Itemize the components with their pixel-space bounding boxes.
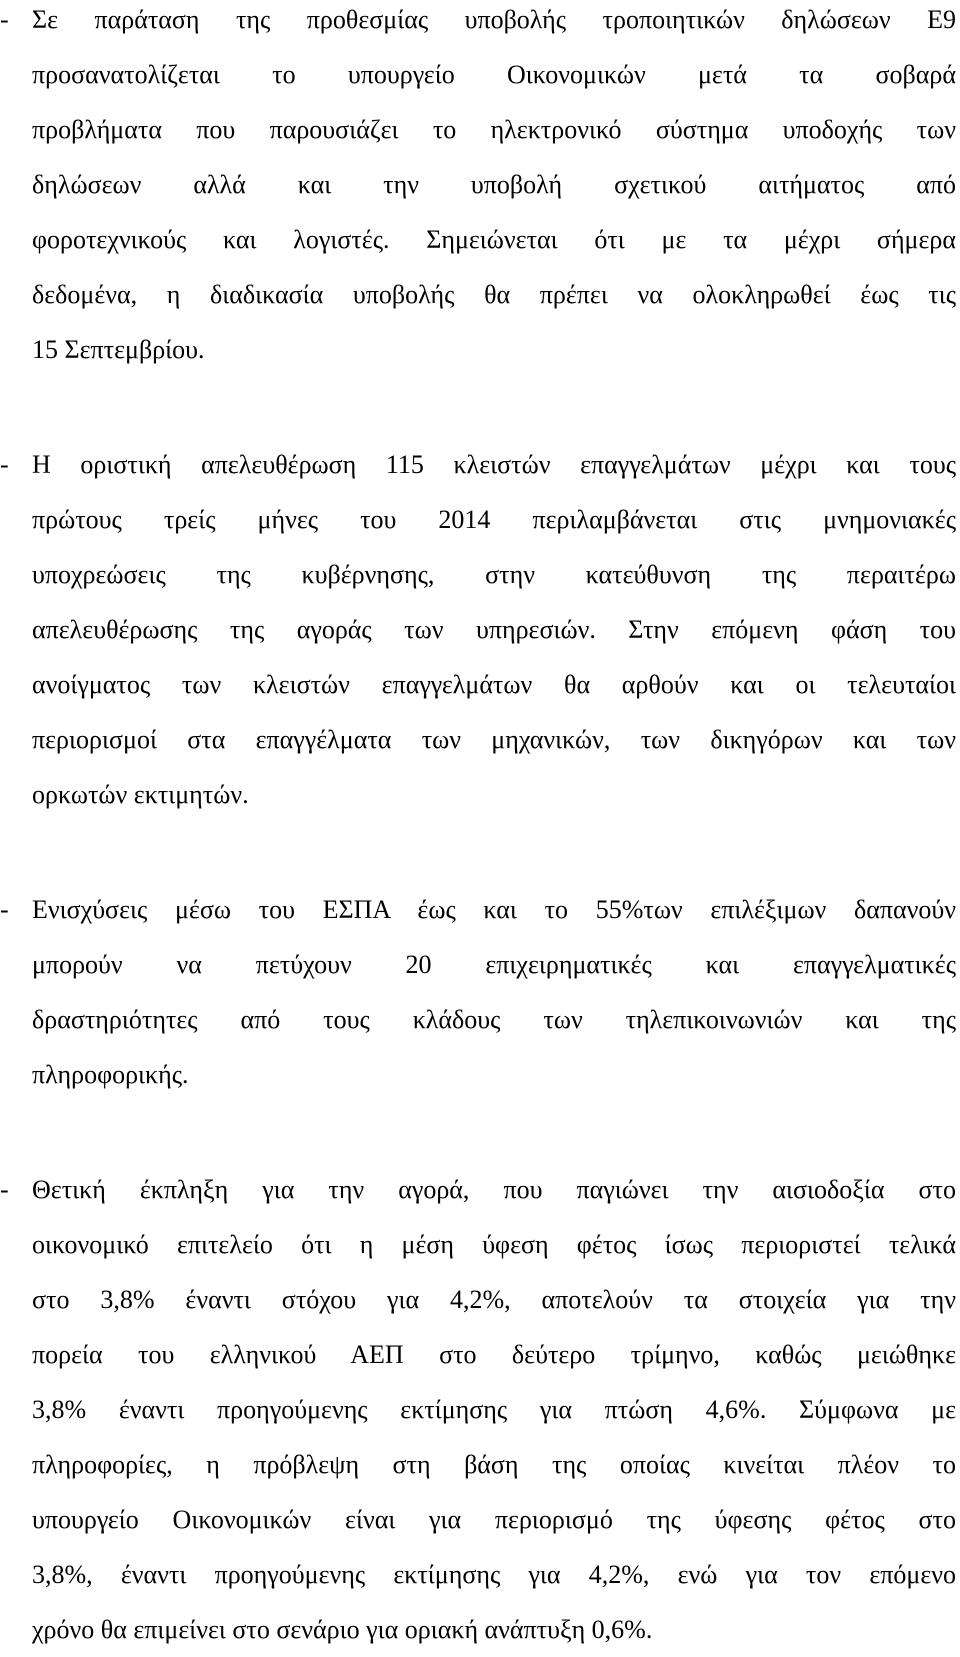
text-line: προσανατολίζεται το υπουργείο Οικονομικών μετά τα σοβαρά xyxy=(32,60,956,89)
bullet-paragraph-3 xyxy=(32,882,956,1102)
text-line: χρόνο θα επιμείνει στο σενάριο για οριακή ανάπτυξη 0,6%. xyxy=(32,1615,653,1644)
text-line: υπουργείο Οικονομικών είναι για περιορισμό της ύφεσης φέτος στο xyxy=(32,1505,956,1534)
text-line: ορκωτών εκτιμητών. xyxy=(32,780,249,809)
text-line: πληροφορίες, η πρόβλεψη στη βάση της οποίας κινείται πλέον το xyxy=(32,1450,956,1479)
text-line: 3,8%, έναντι προηγούμενης εκτίμησης για 4,2%, ενώ για τον επόμενο xyxy=(32,1560,956,1589)
text-line: στο 3,8% έναντι στόχου για 4,2%, αποτελούν τα στοιχεία για την xyxy=(32,1285,956,1314)
text-line: Η οριστική απελευθέρωση 115 κλειστών επαγγελμάτων μέχρι και τους xyxy=(32,450,956,479)
text-line: δεδομένα, η διαδικασία υποβολής θα πρέπει να ολοκληρωθεί έως τις xyxy=(32,280,956,309)
text-line: Ενισχύσεις μέσω του ΕΣΠΑ έως και το 55%των επιλέξιμων δαπανούν xyxy=(32,895,956,924)
text-line: πορεία του ελληνικού ΑΕΠ στο δεύτερο τρίμηνο, καθώς μειώθηκε xyxy=(32,1340,956,1369)
text-line: περιορισμοί στα επαγγέλματα των μηχανικών, των δικηγόρων και των xyxy=(32,725,956,754)
text-line: δηλώσεων αλλά και την υποβολή σχετικού αιτήματος από xyxy=(32,170,956,199)
text-line: Σε παράταση της προθεσμίας υποβολής τροποιητικών δηλώσεων Ε9 xyxy=(32,5,956,34)
text-line: υποχρεώσεις της κυβέρνησης, στην κατεύθυνση της περαιτέρω xyxy=(32,560,956,589)
bullet-dash: - xyxy=(0,5,9,34)
text-line: δραστηριότητες από τους κλάδους των τηλεπικοινωνιών και της xyxy=(32,1005,956,1034)
text-line: οικονομικό επιτελείο ότι η μέση ύφεση φέτος ίσως περιοριστεί τελικά xyxy=(32,1230,956,1259)
bullet-dash: - xyxy=(0,1175,9,1204)
bullet-dash: - xyxy=(0,895,9,924)
text-line: φοροτεχνικούς και λογιστές. Σημειώνεται ότι με τα μέχρι σήμερα xyxy=(32,225,956,254)
text-line: 3,8% έναντι προηγούμενης εκτίμησης για πτώση 4,6%. Σύμφωνα με xyxy=(32,1395,956,1424)
text-line: απελευθέρωσης της αγοράς των υπηρεσιών. Στην επόμενη φάση του xyxy=(32,615,956,644)
text-line: προβλήματα που παρουσιάζει το ηλεκτρονικό σύστημα υποδοχής των xyxy=(32,115,956,144)
bullet-paragraph-4 xyxy=(32,1162,956,1657)
text-line: 15 Σεπτεμβρίου. xyxy=(32,335,205,364)
text-line: πληροφορικής. xyxy=(32,1060,189,1089)
bullet-paragraph-2 xyxy=(32,437,956,822)
text-line: Θετική έκπληξη για την αγορά, που παγιώνει την αισιοδοξία στο xyxy=(32,1175,956,1204)
text-line: μπορούν να πετύχουν 20 επιχειρηματικές και επαγγελματικές xyxy=(32,950,956,979)
text-line: ανοίγματος των κλειστών επαγγελμάτων θα αρθούν και οι τελευταίοι xyxy=(32,670,956,699)
bullet-paragraph-1 xyxy=(32,0,956,377)
bullet-dash: - xyxy=(0,450,9,479)
text-line: πρώτους τρείς μήνες του 2014 περιλαμβάνεται στις μνημονιακές xyxy=(32,505,956,534)
